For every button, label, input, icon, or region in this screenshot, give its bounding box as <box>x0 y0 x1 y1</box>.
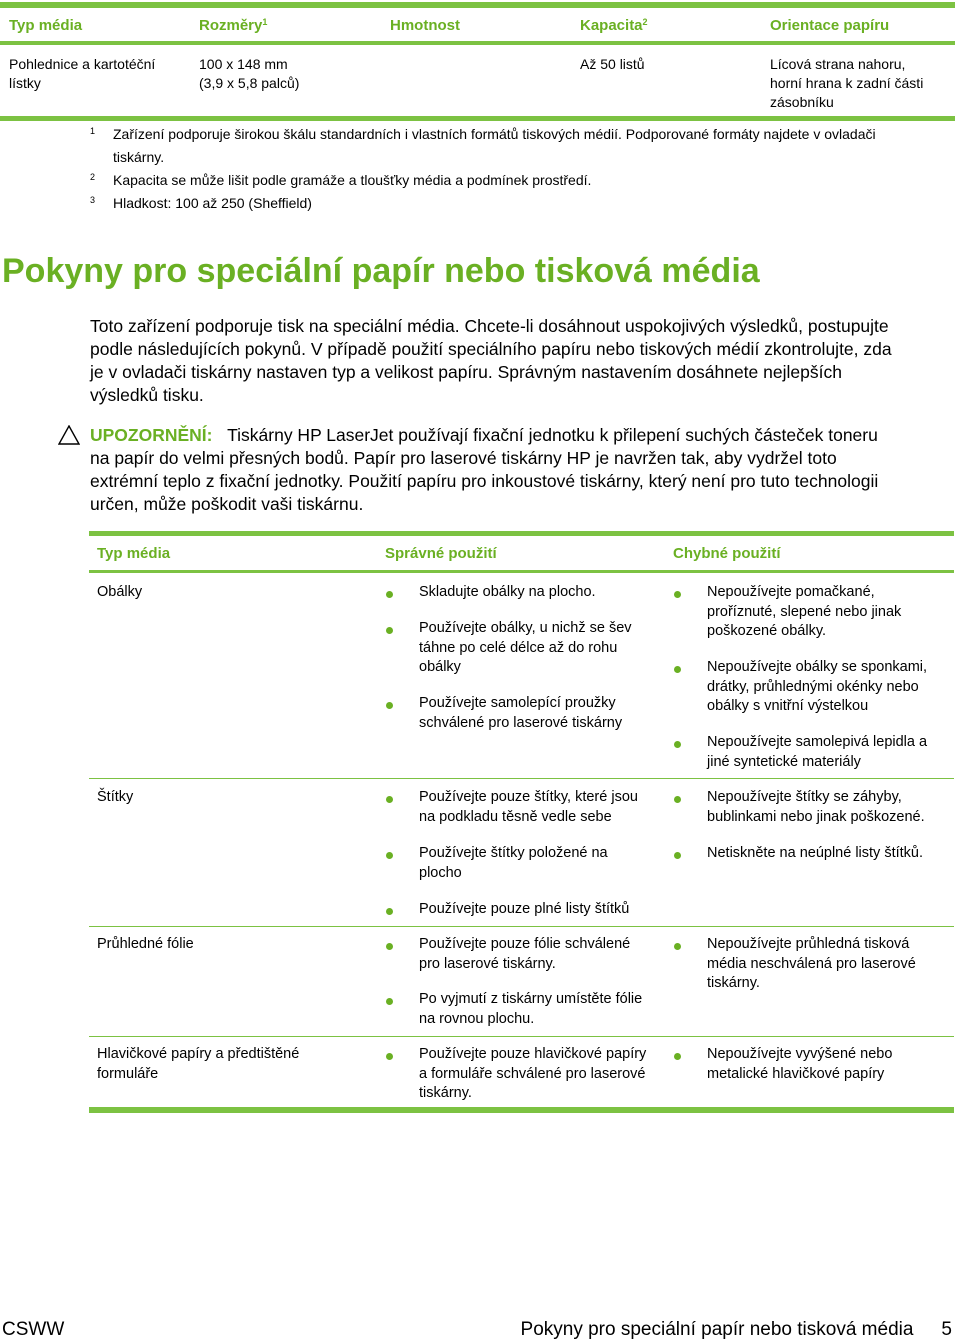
top-table-rule-top <box>0 2 955 8</box>
row-transparencies-type: Průhledné fólie <box>97 936 194 952</box>
bullet-dot <box>386 627 393 634</box>
bullet-dot <box>674 741 681 748</box>
bullet-dot <box>674 591 681 598</box>
bullet-dot <box>386 591 393 598</box>
bullet-dot <box>386 852 393 859</box>
bullet-dot <box>674 852 681 859</box>
row-letterhead-correct-1: Používejte pouze hlavičkové papíry a formuláře schválené pro laserové tiskárny. <box>419 1046 647 1101</box>
caution-label: UPOZORNĚNÍ: <box>90 425 213 445</box>
row-labels-correct-1: Používejte pouze štítky, které jsou na podkladu těsně vedle sebe <box>419 789 638 825</box>
row-labels-wrong-1: Nepoužívejte štítky se záhyby, bublinkami nebo jinak poškozené. <box>707 789 925 825</box>
media-header-correct: Správné použití <box>385 545 497 562</box>
top-cell-type: Pohlednice a kartotéční lístky <box>9 56 156 91</box>
top-header-weight: Hmotnost <box>390 17 460 34</box>
caution-note: UPOZORNĚNÍ: Tiskárny HP LaserJet používají fixační jednotku k přilepení suchých částeček toneru na papír do velmi přesných bodů. Papír pro laserové tiskárny HP je navržen tak, aby vydržel toto extrémní teplo z fixační jednotky. Použití papíru pro inkoustové tiskárny, který není pro tuto technologii určen, může poškodit vaši tiskárnu. <box>90 425 879 514</box>
row-letterhead-wrong-1: Nepoužívejte vyvýšené nebo metalické hlavičkové papíry <box>707 1046 893 1082</box>
row-envelopes-wrong-1: Nepoužívejte pomačkané, proříznuté, slepené nebo jinak poškozené obálky. <box>707 584 902 639</box>
media-table-rule-top <box>89 531 954 536</box>
media-table-rule-bottom <box>89 1107 954 1113</box>
intro-paragraph: Toto zařízení podporuje tisk na speciální média. Chcete-li dosáhnout uspokojivých výsledků, postupujte podle následujících pokynů. V případě použití speciálního papíru nebo tiskových médií zkontrolujte, zda je v ovladači tiskárny nastaven typ a velikost papíru. Správným nastavením dosáhnete nejlepších výsledků tisku. <box>90 316 892 405</box>
row-letterhead-type: Hlavičkové papíry a předtištěné formuláře <box>97 1046 300 1082</box>
media-header-wrong: Chybné použití <box>673 545 781 562</box>
bullet-dot <box>386 796 393 803</box>
row-labels-type: Štítky <box>97 789 134 805</box>
row-envelopes-wrong-3: Nepoužívejte samolepivá lepidla a jiné syntetické materiály <box>707 734 928 770</box>
row-transparencies-correct-2: Po vyjmutí z tiskárny umístěte fólie na rovnou plochu. <box>419 991 643 1027</box>
top-cell-orientation: Lícová strana nahoru, horní hrana k zadní části zásobníku <box>770 56 924 110</box>
top-table-rule-head <box>0 41 955 45</box>
media-header-type: Typ média <box>97 545 171 562</box>
row-labels-wrong-2: Netiskněte na neúplné listy štítků. <box>707 845 924 861</box>
footnote-1: 1 Zařízení podporuje širokou škálu standardních i vlastních formátů tiskových médií. Podporované formáty najdete v ovladači tiskárny. <box>90 126 876 165</box>
row-transparencies-wrong-1: Nepoužívejte průhledná tisková média neschválená pro laserové tiskárny. <box>707 936 916 991</box>
bullet-dot <box>386 998 393 1005</box>
top-header-dimensions: Rozměry$^1$ <box>199 17 268 34</box>
row-envelopes-type: Obálky <box>97 584 143 600</box>
row-envelopes-wrong-2: Nepoužívejte obálky se sponkami, drátky, průhlednými okénky nebo obálky s vnitřní výstelkou <box>707 659 928 714</box>
row-divider <box>89 1036 954 1037</box>
footer-right <box>521 1319 952 1341</box>
top-header-orientation: Orientace papíru <box>770 17 890 34</box>
caution-triangle-icon <box>58 425 80 445</box>
row-divider <box>89 778 954 779</box>
page-number: 5 <box>941 1319 952 1340</box>
top-cell-dimensions: 100 x 148 mm (3,9 x 5,8 palců) <box>199 56 300 91</box>
bullet-dot <box>386 943 393 950</box>
bullet-dot <box>386 702 393 709</box>
bullet-dot <box>674 666 681 673</box>
top-table-rule-bottom <box>0 116 955 121</box>
footnote-2: 2 Kapacita se může lišit podle gramáže a tloušťky média a podmínek prostředí. <box>90 172 592 188</box>
bullet-dot <box>674 1053 681 1060</box>
row-labels-correct-2: Používejte štítky položené na plocho <box>419 845 608 881</box>
media-table-rule-head <box>89 570 954 573</box>
bullet-dot <box>386 908 393 915</box>
footnote-3: 3 Hladkost: 100 až 250 (Sheffield) <box>90 195 312 211</box>
top-header-type: Typ média <box>9 17 83 34</box>
row-divider <box>89 926 954 927</box>
top-cell-capacity: Až 50 listů <box>580 56 645 72</box>
row-envelopes-correct-3: Používejte samolepící proužky schválené pro laserové tiskárny <box>419 695 623 731</box>
bullet-dot <box>674 943 681 950</box>
footer-left: CSWW <box>2 1319 65 1340</box>
row-transparencies-correct-1: Používejte pouze fólie schválené pro laserové tiskárny. <box>419 936 631 972</box>
row-envelopes-correct-2: Používejte obálky, u nichž se šev táhne po celé délce až do rohu obálky <box>419 620 632 675</box>
top-header-capacity: Kapacita$^2$ <box>580 17 648 34</box>
row-labels-correct-3: Používejte pouze plné listy štítků <box>419 901 630 917</box>
footer-title: Pokyny pro speciální papír nebo tisková média <box>520 1319 914 1340</box>
section-title: Pokyny pro speciální papír nebo tisková média <box>2 252 760 290</box>
bullet-dot <box>386 1053 393 1060</box>
row-envelopes-correct-1: Skladujte obálky na plocho. <box>419 584 596 600</box>
bullet-dot <box>674 796 681 803</box>
